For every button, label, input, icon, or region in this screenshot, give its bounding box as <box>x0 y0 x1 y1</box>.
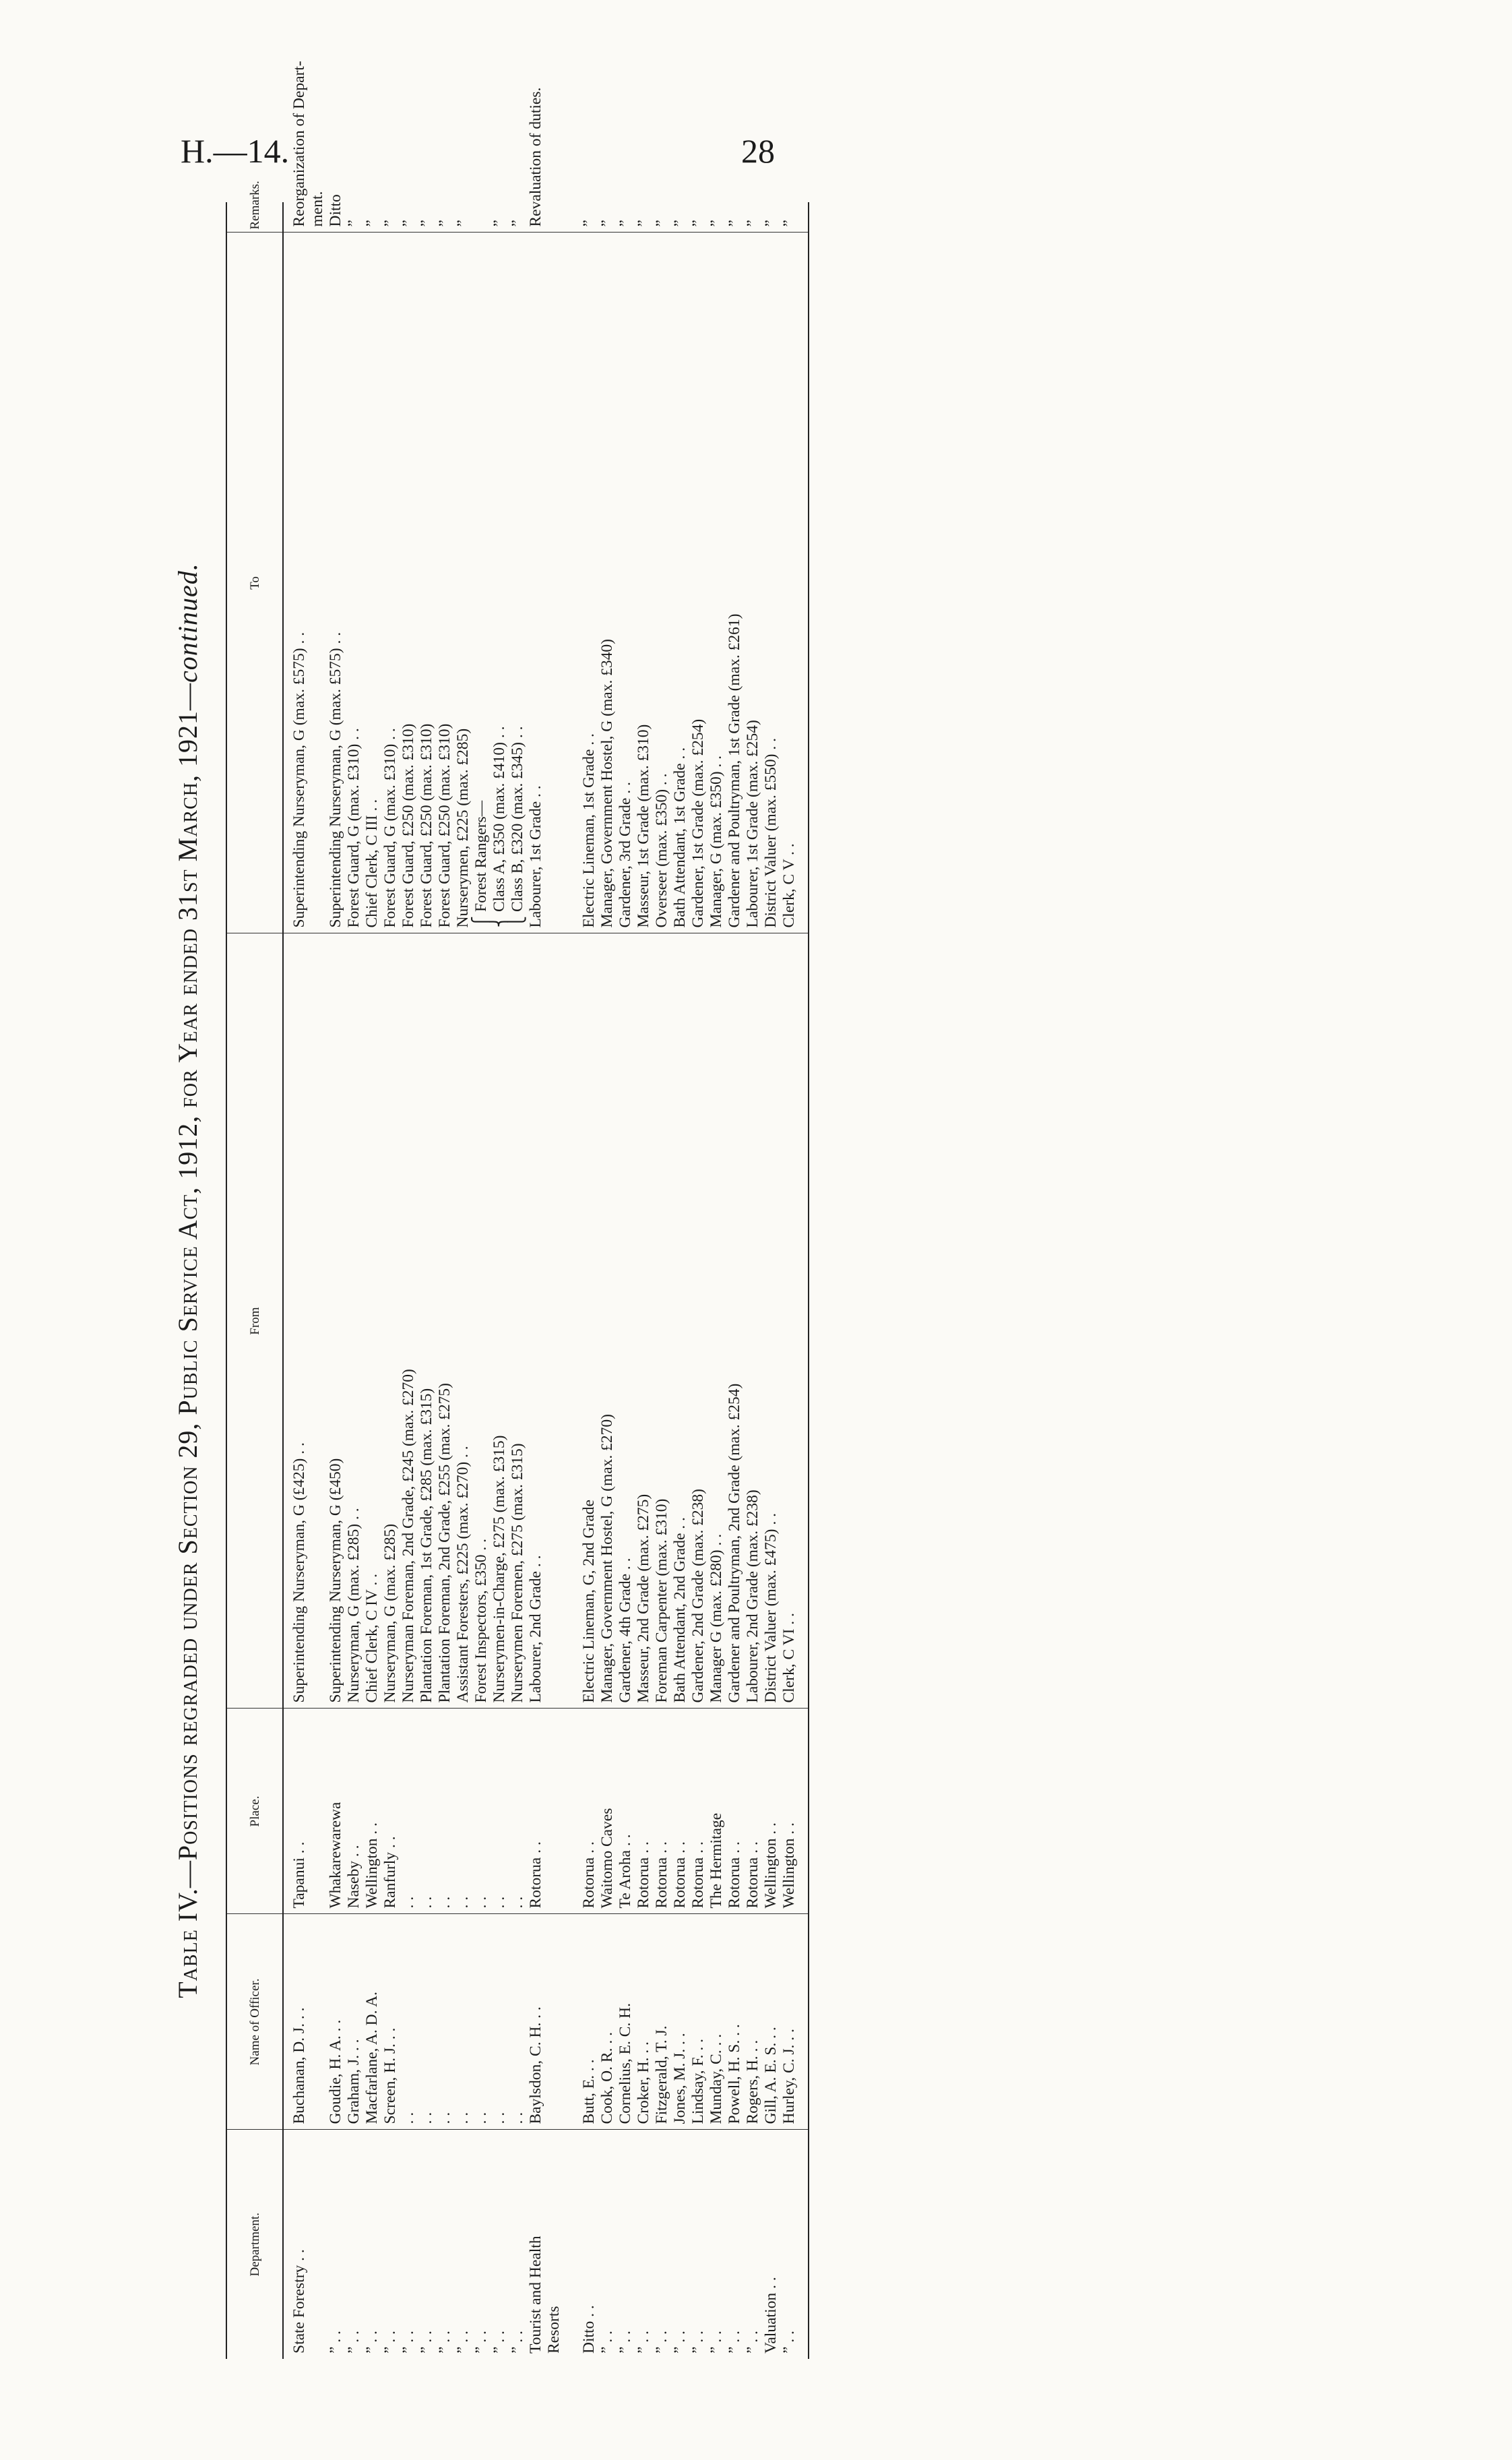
cell-department: ” . . <box>780 2331 798 2354</box>
table-row <box>309 202 327 2359</box>
table-row <box>744 202 762 2359</box>
cell-officer-name: . . <box>436 1914 454 2130</box>
cell-to: Masseur, 1st Grade (max. £310) <box>635 233 653 933</box>
cell-from: District Valuer (max. £475) . . <box>762 933 780 1709</box>
cell-from: Gardener, 4th Grade . . <box>617 933 635 1709</box>
cell-from: Plantation Foreman, 1st Grade, £285 (max. £315) <box>418 933 436 1709</box>
cell-department: Ditto . . <box>580 2305 598 2354</box>
cell-from: Nurseryman, G (max. £285) . . <box>345 933 363 1709</box>
cell-department: ” . . <box>491 2331 508 2354</box>
cell-to: Forest Guard, G (max. £310) . . <box>381 233 400 933</box>
cell-from: Chief Clerk, C IV . . <box>363 933 381 1709</box>
cell-department: ” . . <box>363 2331 381 2354</box>
cell-place: Te Aroha . . <box>617 1709 635 1914</box>
table-row <box>381 202 400 2359</box>
cell-officer-name: . . <box>491 1914 509 2130</box>
cell-remarks: ” <box>726 202 744 233</box>
table-row <box>418 202 436 2359</box>
cell-place: . . <box>491 1709 509 1914</box>
cell-from: Masseur, 2nd Grade (max. £275) <box>635 933 653 1709</box>
table-row <box>635 202 653 2359</box>
cell-to: ⎧ Forest Rangers— <box>472 233 491 933</box>
cell-officer-name: . . <box>472 1914 491 2130</box>
cell-place: . . <box>400 1709 418 1914</box>
cell-remarks: ” <box>381 202 400 233</box>
cell-place: Ranfurly . . <box>381 1709 400 1914</box>
table-row <box>707 202 726 2359</box>
cell-remarks: ment. <box>309 202 327 233</box>
cell-officer-name <box>545 1914 563 2130</box>
cell-to: Chief Clerk, C III . . <box>363 233 381 933</box>
cell-place <box>545 1709 563 1914</box>
cell-to: Gardener, 3rd Grade . . <box>617 233 635 933</box>
cell-department: ” . . <box>381 2331 399 2354</box>
cell-place: Tapanui . . <box>283 1709 309 1914</box>
cell-department: ” . . <box>635 2331 652 2354</box>
table-row <box>436 202 454 2359</box>
cell-officer-name: Gill, A. E. S. . . <box>762 1914 780 2130</box>
cell-department: Resorts <box>545 2306 563 2354</box>
table-row <box>509 202 527 2359</box>
table-row <box>762 202 780 2359</box>
cell-remarks: ” <box>653 202 671 233</box>
cell-department: ” . . <box>744 2331 761 2354</box>
cell-place: Rotorua . . <box>527 1709 545 1914</box>
cell-to: Labourer, 1st Grade (max. £254) <box>744 233 762 933</box>
cell-remarks: ” <box>762 202 780 233</box>
cell-from: Bath Attendant, 2nd Grade . . <box>671 933 689 1709</box>
cell-department: ” . . <box>689 2331 707 2354</box>
cell-remarks: ” <box>491 202 509 233</box>
table-row <box>726 202 744 2359</box>
cell-from: Nurseryman Foreman, 2nd Grade, £245 (max. £270) <box>400 933 418 1709</box>
col-header-to: To <box>226 233 283 933</box>
cell-place: Wellington . . <box>363 1709 381 1914</box>
cell-department: ” . . <box>598 2331 616 2354</box>
cell-from: Manager G (max. £280) . . <box>707 933 726 1709</box>
cell-to: Nurserymen, £225 (max. £285) <box>454 233 472 933</box>
cell-officer-name: Screen, H. J. . . <box>381 1914 400 2130</box>
cell-department: ” . . <box>509 2331 526 2354</box>
cell-to: Electric Lineman, 1st Grade . . <box>580 233 598 933</box>
cell-from: Superintending Nurseryman, G (£425) . . <box>283 933 309 1709</box>
cell-remarks: Ditto <box>327 202 345 233</box>
cell-place: Wellington . . <box>780 1709 809 1914</box>
cell-remarks: ” <box>436 202 454 233</box>
cell-department: ” . . <box>707 2331 725 2354</box>
table-row <box>400 202 418 2359</box>
cell-officer-name: Hurley, C. J. . . <box>780 1914 809 2130</box>
cell-remarks: ” <box>635 202 653 233</box>
cell-remarks: ” <box>345 202 363 233</box>
cell-place: . . <box>472 1709 491 1914</box>
cell-officer-name: Macfarlane, A. D. A. <box>363 1914 381 2130</box>
cell-place: Whakarewarewa <box>327 1709 345 1914</box>
cell-remarks: ” <box>509 202 527 233</box>
cell-department: ” . . <box>653 2331 670 2354</box>
cell-from: Electric Lineman, G, 2nd Grade <box>580 933 598 1709</box>
cell-from: Nurserymen Foremen, £275 (max. £315) <box>509 933 527 1709</box>
cell-to: Overseer (max. £350) . . <box>653 233 671 933</box>
cell-place: The Hermitage <box>707 1709 726 1914</box>
cell-officer-name: Cornelius, E. C. H. <box>617 1914 635 2130</box>
cell-officer-name: Croker, H. . . <box>635 1914 653 2130</box>
cell-officer-name: Graham, J. . . <box>345 1914 363 2130</box>
col-header-remarks: Remarks. <box>226 202 283 233</box>
table-title-suffix: continued. <box>172 563 203 683</box>
col-header-department: Department. <box>226 2130 283 2359</box>
cell-from: Superintending Nurseryman, G (£450) <box>327 933 345 1709</box>
cell-officer-name: . . <box>454 1914 472 2130</box>
cell-to: Forest Guard, £250 (max. £310) <box>400 233 418 933</box>
cell-from <box>545 933 563 1709</box>
cell-to: Forest Guard, £250 (max. £310) <box>418 233 436 933</box>
table-row <box>283 202 309 2359</box>
cell-to <box>309 233 327 933</box>
cell-place: Rotorua . . <box>653 1709 671 1914</box>
cell-officer-name: Jones, M. J. . . <box>671 1914 689 2130</box>
cell-remarks: ” <box>363 202 381 233</box>
cell-officer-name: Cook, O. R. . . <box>598 1914 617 2130</box>
cell-place: Rotorua . . <box>580 1709 598 1914</box>
cell-remarks: ” <box>454 202 472 233</box>
table-spacer-row <box>563 202 580 2359</box>
cell-remarks <box>472 202 491 233</box>
table-row <box>598 202 617 2359</box>
cell-from: Gardener and Poultryman, 2nd Grade (max. £254) <box>726 933 744 1709</box>
cell-to: District Valuer (max. £550) . . <box>762 233 780 933</box>
cell-officer-name: Goudie, H. A. . . <box>327 1914 345 2130</box>
page-number: 28 <box>741 132 775 170</box>
cell-officer-name: . . <box>400 1914 418 2130</box>
table-body <box>283 61 809 2359</box>
cell-place: . . <box>418 1709 436 1914</box>
cell-from <box>309 933 327 1709</box>
cell-department: ” . . <box>436 2331 453 2354</box>
cell-remarks: ” <box>580 202 598 233</box>
cell-from: Gardener, 2nd Grade (max. £238) <box>689 933 707 1709</box>
cell-department <box>309 2130 327 2359</box>
cell-department: ” . . <box>472 2331 490 2354</box>
cell-officer-name: Lindsay, F. . . <box>689 1914 707 2130</box>
cell-department: ” . . <box>617 2331 634 2354</box>
cell-officer-name: Powell, H. S. . . <box>726 1914 744 2130</box>
table-row <box>689 202 707 2359</box>
spacer-cell <box>563 1709 580 1914</box>
cell-to: Superintending Nurseryman, G (max. £575) . . <box>283 233 309 933</box>
cell-department: Valuation . . <box>762 2277 780 2354</box>
cell-to: ⎩ Class B, £320 (max. £345) . . <box>509 233 527 933</box>
cell-officer-name: Munday, C. . . <box>707 1914 726 2130</box>
cell-officer-name: Butt, E. . . <box>580 1914 598 2130</box>
table-row <box>491 202 509 2359</box>
page-header <box>0 131 1512 179</box>
cell-to: Clerk, C V . . <box>780 233 809 933</box>
cell-from: Assistant Foresters, £225 (max. £270) . . <box>454 933 472 1709</box>
cell-officer-name: Fitzgerald, T. J. <box>653 1914 671 2130</box>
cell-from: Foreman Carpenter (max. £310) <box>653 933 671 1709</box>
table-row <box>671 202 689 2359</box>
table-header-row <box>226 202 283 2359</box>
cell-place: Rotorua . . <box>726 1709 744 1914</box>
spacer-cell <box>563 2130 580 2359</box>
page-reference: H.—14. <box>181 132 290 170</box>
table-row <box>345 202 363 2359</box>
cell-place: Naseby . . <box>345 1709 363 1914</box>
table-row <box>580 202 598 2359</box>
cell-department: ” . . <box>454 2331 472 2354</box>
table-row <box>780 202 809 2359</box>
cell-remarks: ” <box>780 202 809 233</box>
cell-from: Clerk, C VI . . <box>780 933 809 1709</box>
cell-to: ⎨ Class A, £350 (max. £410) . . <box>491 233 509 933</box>
cell-remarks: ” <box>689 202 707 233</box>
cell-to: Gardener and Poultryman, 1st Grade (max. £261) <box>726 233 744 933</box>
cell-officer-name: Buchanan, D. J. . . <box>283 1914 309 2130</box>
cell-remarks: Revaluation of duties. <box>527 202 545 233</box>
cell-from: Labourer, 2nd Grade . . <box>527 933 545 1709</box>
cell-place: Rotorua . . <box>744 1709 762 1914</box>
table-row <box>617 202 635 2359</box>
cell-to: Labourer, 1st Grade . . <box>527 233 545 933</box>
cell-place: Wellington . . <box>762 1709 780 1914</box>
table-row <box>527 202 545 2359</box>
cell-place: Waitomo Caves <box>598 1709 617 1914</box>
cell-remarks: ” <box>400 202 418 233</box>
spacer-cell <box>563 202 580 233</box>
col-header-place: Place. <box>226 1709 283 1914</box>
cell-place: . . <box>509 1709 527 1914</box>
col-header-from: From <box>226 933 283 1709</box>
table-title-text: Table IV.—Positions regraded under Section 29, Public Service Act, 1912, for Year ended 31st March, 1921— <box>172 682 203 1998</box>
spacer-cell <box>563 933 580 1709</box>
table-row <box>454 202 472 2359</box>
cell-from: Nurserymen-in-Charge, £275 (max. £315) <box>491 933 509 1709</box>
cell-place: Rotorua . . <box>689 1709 707 1914</box>
cell-officer-name <box>309 1914 327 2130</box>
cell-place: . . <box>436 1709 454 1914</box>
cell-department: ” . . <box>327 2331 344 2354</box>
table-row <box>653 202 671 2359</box>
cell-remarks: ” <box>707 202 726 233</box>
cell-to: Bath Attendant, 1st Grade . . <box>671 233 689 933</box>
cell-place: . . <box>454 1709 472 1914</box>
spacer-cell <box>563 233 580 933</box>
cell-remarks: Reorganization of Depart- <box>283 202 309 233</box>
col-header-name: Name of Officer. <box>226 1914 283 2130</box>
cell-to: Manager, Government Hostel, G (max. £340) <box>598 233 617 933</box>
cell-department: State Forestry . . <box>290 2249 308 2354</box>
cell-to <box>545 233 563 933</box>
cell-from: Forest Inspectors, £350 . . <box>472 933 491 1709</box>
cell-department: Tourist and Health <box>527 2236 544 2354</box>
cell-officer-name: . . <box>509 1914 527 2130</box>
table-row <box>327 202 345 2359</box>
cell-to: Gardener, 1st Grade (max. £254) <box>689 233 707 933</box>
cell-from: Plantation Foreman, 2nd Grade, £255 (max. £275) <box>436 933 454 1709</box>
cell-from: Nurseryman, G (max. £285) <box>381 933 400 1709</box>
cell-remarks: ” <box>671 202 689 233</box>
cell-to: Forest Guard, £250 (max. £310) <box>436 233 454 933</box>
cell-department: ” . . <box>671 2331 689 2354</box>
cell-remarks: ” <box>744 202 762 233</box>
table-row <box>472 202 491 2359</box>
cell-place: Rotorua . . <box>671 1709 689 1914</box>
cell-to: Superintending Nurseryman, G (max. £575) . . <box>327 233 345 933</box>
cell-officer-name: Rogers, H. . . <box>744 1914 762 2130</box>
cell-remarks: ” <box>418 202 436 233</box>
cell-department: ” . . <box>726 2331 743 2354</box>
cell-remarks: ” <box>617 202 635 233</box>
cell-department: ” . . <box>418 2331 435 2354</box>
cell-officer-name: Baylsdon, C. H. . . <box>527 1914 545 2130</box>
cell-to: Forest Guard, G (max. £310) . . <box>345 233 363 933</box>
cell-from: Manager, Government Hostel, G (max. £270) <box>598 933 617 1709</box>
cell-remarks: ” <box>598 202 617 233</box>
cell-to: Manager, G (max. £350) . . <box>707 233 726 933</box>
cell-officer-name: . . <box>418 1914 436 2130</box>
cell-place: Rotorua . . <box>635 1709 653 1914</box>
spacer-cell <box>563 1914 580 2130</box>
cell-place <box>309 1709 327 1914</box>
table-row <box>363 202 381 2359</box>
cell-from: Labourer, 2nd Grade (max. £238) <box>744 933 762 1709</box>
cell-department: ” . . <box>345 2331 363 2354</box>
cell-remarks <box>545 202 563 233</box>
table-row <box>545 202 563 2359</box>
table-title <box>172 202 212 2359</box>
cell-department: ” . . <box>400 2331 417 2354</box>
